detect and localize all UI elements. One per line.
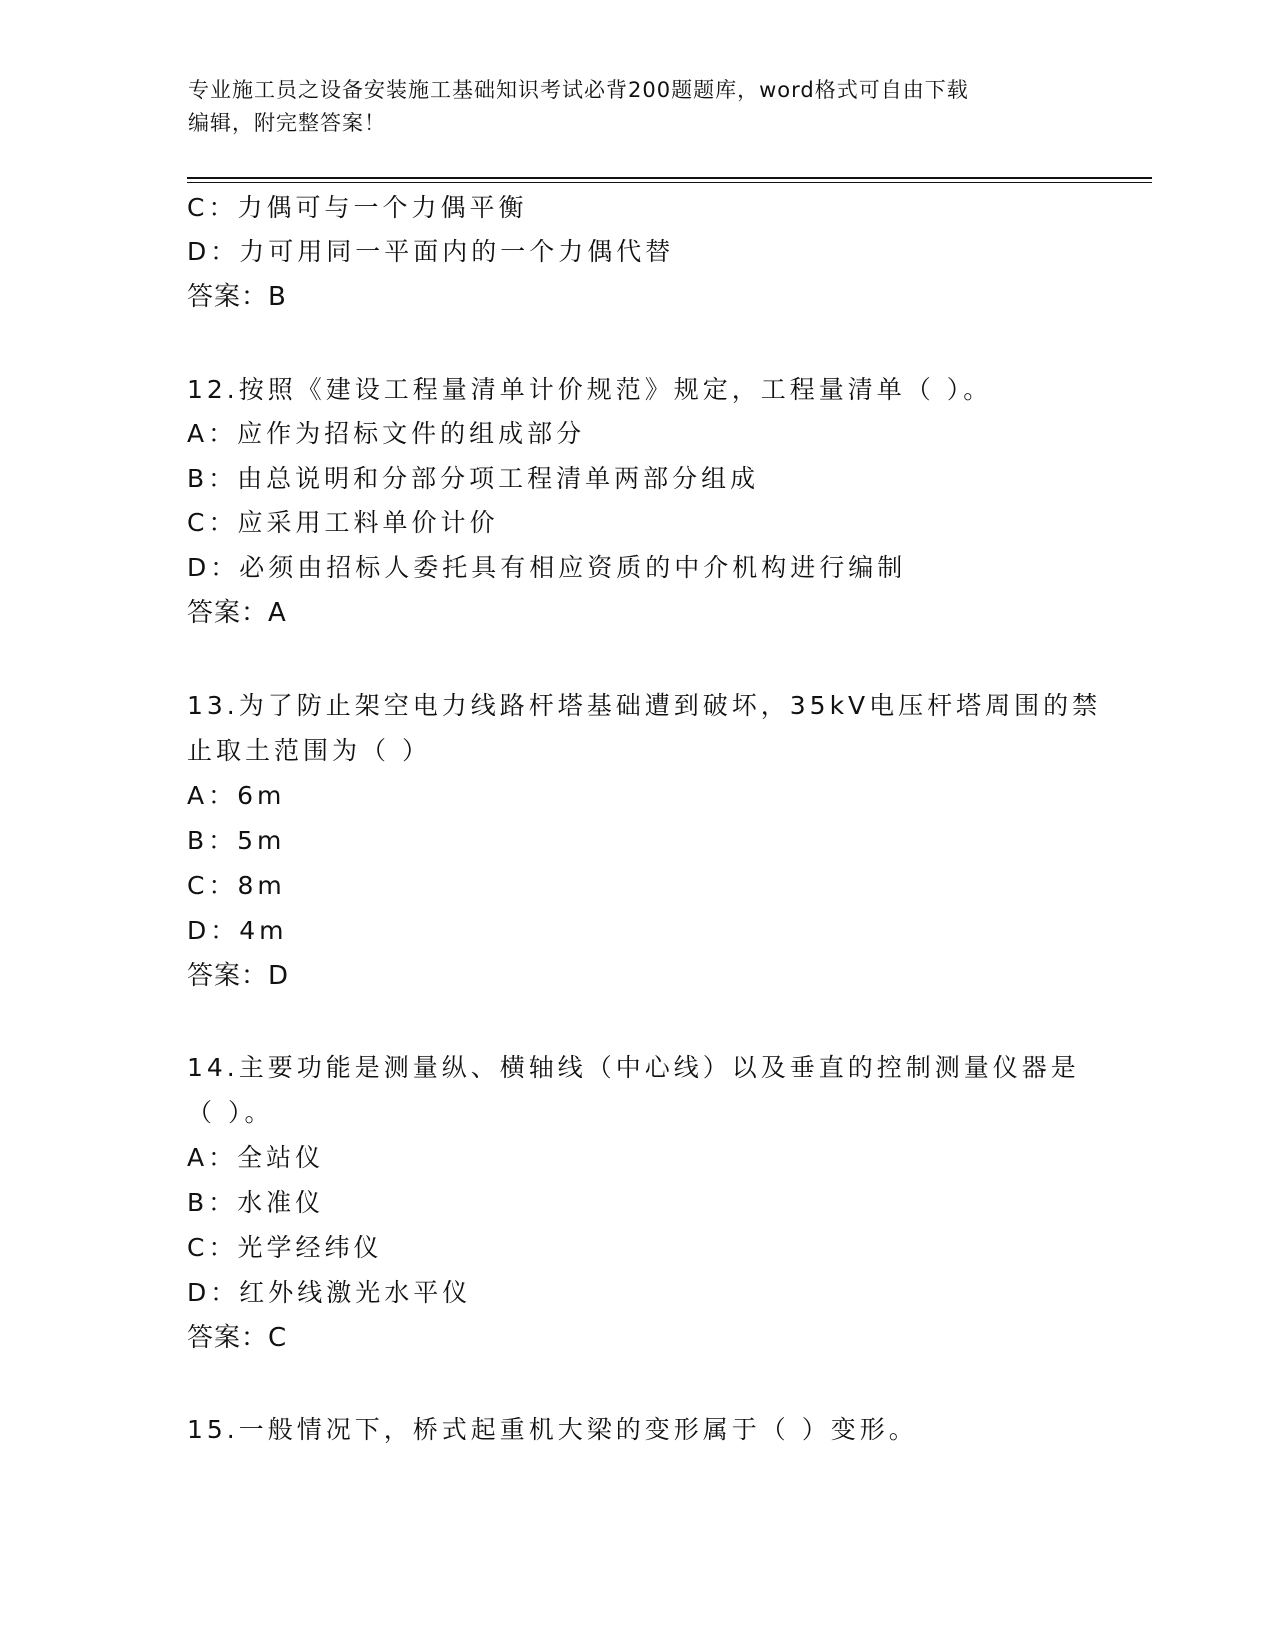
q13-question-line-1: 13.为了防止架空电力线路杆塔基础遭到破坏，35kV电压杆塔周围的禁	[187, 691, 1102, 720]
q14-option-a: A：全站仪	[187, 1143, 325, 1172]
q12-option-b: B：由总说明和分部分项工程清单两部分组成	[187, 464, 760, 493]
q12-option-d: D：必须由招标人委托具有相应资质的中介机构进行编制	[187, 553, 907, 582]
q14-option-d: D：红外线激光水平仪	[187, 1278, 472, 1307]
document-header	[188, 74, 1088, 140]
header-rule-thin	[187, 182, 1152, 183]
q12-answer: 答案：A	[187, 598, 287, 628]
q13-option-a: A：6m	[187, 781, 286, 810]
q14-question-line-2: （ ）。	[187, 1098, 274, 1127]
q13-option-c: C：8m	[187, 871, 286, 900]
q13-answer: 答案：D	[187, 961, 290, 991]
header-line-2: 编辑，附完整答案！	[188, 111, 386, 135]
header-line-1: 专业施工员之设备安装施工基础知识考试必背200题题库，word格式可自由下载	[188, 78, 969, 102]
q13-option-d: D：4m	[187, 916, 288, 945]
header-rule-thick	[187, 177, 1152, 179]
q14-question-line-1: 14.主要功能是测量纵、横轴线（中心线）以及垂直的控制测量仪器是	[187, 1053, 1080, 1082]
q12-option-a: A：应作为招标文件的组成部分	[187, 419, 586, 448]
q15-question: 15.一般情况下，桥式起重机大梁的变形属于（ ）变形。	[187, 1415, 918, 1444]
q14-option-b: B：水准仪	[187, 1188, 325, 1217]
q12-option-c: C：应采用工料单价计价	[187, 508, 499, 537]
q13-question-line-2: 止取土范围为（ ）	[187, 736, 431, 765]
q12-question: 12.按照《建设工程量清单计价规范》规定，工程量清单（ ）。	[187, 375, 993, 404]
q11-option-d: D：力可用同一平面内的一个力偶代替	[187, 237, 675, 266]
q11-answer: 答案：B	[187, 282, 287, 312]
q14-answer: 答案：C	[187, 1323, 288, 1353]
q13-option-b: B：5m	[187, 826, 286, 855]
q14-option-c: C：光学经纬仪	[187, 1233, 383, 1262]
q11-option-c: C：力偶可与一个力偶平衡	[187, 193, 528, 222]
